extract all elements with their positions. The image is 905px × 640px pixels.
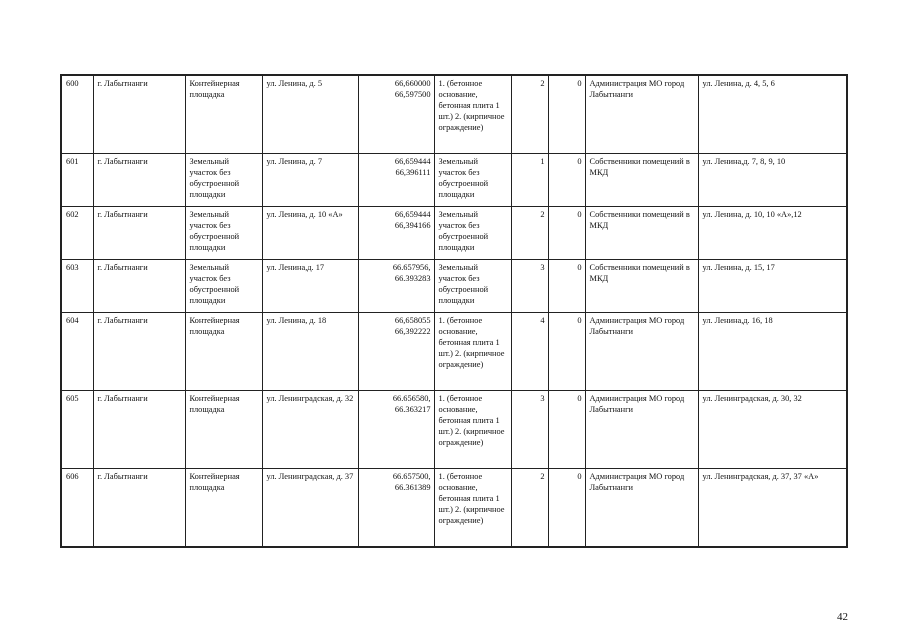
cell-address: ул. Ленинградская, д. 32 (262, 391, 358, 469)
cell-owner: Администрация МО город Лабытнанги (585, 391, 698, 469)
cell-number: 601 (61, 154, 93, 207)
cell-coordinates: 66.657500, 66.361389 (358, 469, 434, 548)
cell-owner: Администрация МО город Лабытнанги (585, 469, 698, 548)
cell-address: ул. Ленина, д. 5 (262, 75, 358, 154)
cell-number: 603 (61, 260, 93, 313)
cell-town: г. Лабытнанги (93, 154, 185, 207)
cell-sources: ул. Ленина, д. 10, 10 «А»,12 (698, 207, 847, 260)
cell-number: 605 (61, 391, 93, 469)
cell-container-count: 4 (511, 313, 548, 391)
cell-town: г. Лабытнанги (93, 260, 185, 313)
cell-volume: 0 (548, 154, 585, 207)
cell-number: 600 (61, 75, 93, 154)
cell-surface: Земельный участок без обустроенной площадки (434, 260, 511, 313)
cell-volume: 0 (548, 391, 585, 469)
cell-coordinates: 66,658055 66,392222 (358, 313, 434, 391)
cell-surface: 1. (бетонное основание, бетонная плита 1 шт.) 2. (кирпичное ограждение) (434, 469, 511, 548)
cell-number: 602 (61, 207, 93, 260)
cell-town: г. Лабытнанги (93, 391, 185, 469)
cell-owner: Администрация МО город Лабытнанги (585, 313, 698, 391)
cell-address: ул. Ленина, д. 18 (262, 313, 358, 391)
cell-owner: Собственники помещений в МКД (585, 154, 698, 207)
cell-surface: 1. (бетонное основание, бетонная плита 1 шт.) 2. (кирпичное ограждение) (434, 75, 511, 154)
cell-owner: Собственники помещений в МКД (585, 260, 698, 313)
cell-site-type: Земельный участок без обустроенной площадки (185, 207, 262, 260)
cell-site-type: Земельный участок без обустроенной площадки (185, 154, 262, 207)
cell-volume: 0 (548, 313, 585, 391)
cell-number: 606 (61, 469, 93, 548)
cell-town: г. Лабытнанги (93, 207, 185, 260)
cell-sources: ул. Ленинградская, д. 37, 37 «А» (698, 469, 847, 548)
cell-container-count: 2 (511, 75, 548, 154)
cell-container-count: 2 (511, 469, 548, 548)
cell-site-type: Земельный участок без обустроенной площадки (185, 260, 262, 313)
cell-volume: 0 (548, 260, 585, 313)
cell-volume: 0 (548, 207, 585, 260)
cell-coordinates: 66,659444 66,396111 (358, 154, 434, 207)
cell-address: ул. Ленина,д. 17 (262, 260, 358, 313)
cell-coordinates: 66,660000 66,597500 (358, 75, 434, 154)
cell-site-type: Контейнерная площадка (185, 469, 262, 548)
table-row (61, 313, 847, 391)
cell-volume: 0 (548, 75, 585, 154)
cell-surface: Земельный участок без обустроенной площадки (434, 154, 511, 207)
cell-town: г. Лабытнанги (93, 75, 185, 154)
cell-sources: ул. Ленина,д. 7, 8, 9, 10 (698, 154, 847, 207)
cell-address: ул. Ленина, д. 10 «А» (262, 207, 358, 260)
cell-site-type: Контейнерная площадка (185, 313, 262, 391)
cell-surface: 1. (бетонное основание, бетонная плита 1 шт.) 2. (кирпичное ограждение) (434, 391, 511, 469)
table-row (61, 391, 847, 469)
table-row (61, 207, 847, 260)
cell-site-type: Контейнерная площадка (185, 391, 262, 469)
cell-owner: Собственники помещений в МКД (585, 207, 698, 260)
cell-number: 604 (61, 313, 93, 391)
cell-sources: ул. Ленина, д. 4, 5, 6 (698, 75, 847, 154)
page-number: 42 (837, 611, 848, 623)
cell-container-count: 3 (511, 391, 548, 469)
cell-address: ул. Ленинградская, д. 37 (262, 469, 358, 548)
cell-address: ул. Ленина, д. 7 (262, 154, 358, 207)
cell-sources: ул. Ленинградская, д. 30, 32 (698, 391, 847, 469)
table-row (61, 469, 847, 548)
cell-container-count: 2 (511, 207, 548, 260)
cell-volume: 0 (548, 469, 585, 548)
cell-sources: ул. Ленина, д. 15, 17 (698, 260, 847, 313)
cell-coordinates: 66.656580, 66.363217 (358, 391, 434, 469)
registry-table (60, 74, 848, 548)
table-row (61, 260, 847, 313)
cell-surface: 1. (бетонное основание, бетонная плита 1 шт.) 2. (кирпичное ограждение) (434, 313, 511, 391)
cell-container-count: 3 (511, 260, 548, 313)
cell-town: г. Лабытнанги (93, 469, 185, 548)
cell-site-type: Контейнерная площадка (185, 75, 262, 154)
cell-surface: Земельный участок без обустроенной площадки (434, 207, 511, 260)
cell-container-count: 1 (511, 154, 548, 207)
cell-coordinates: 66,659444 66,394166 (358, 207, 434, 260)
table-row (61, 75, 847, 154)
cell-sources: ул. Ленина,д. 16, 18 (698, 313, 847, 391)
cell-coordinates: 66.657956, 66.393283 (358, 260, 434, 313)
table-row (61, 154, 847, 207)
cell-town: г. Лабытнанги (93, 313, 185, 391)
cell-owner: Администрация МО город Лабытнанги (585, 75, 698, 154)
